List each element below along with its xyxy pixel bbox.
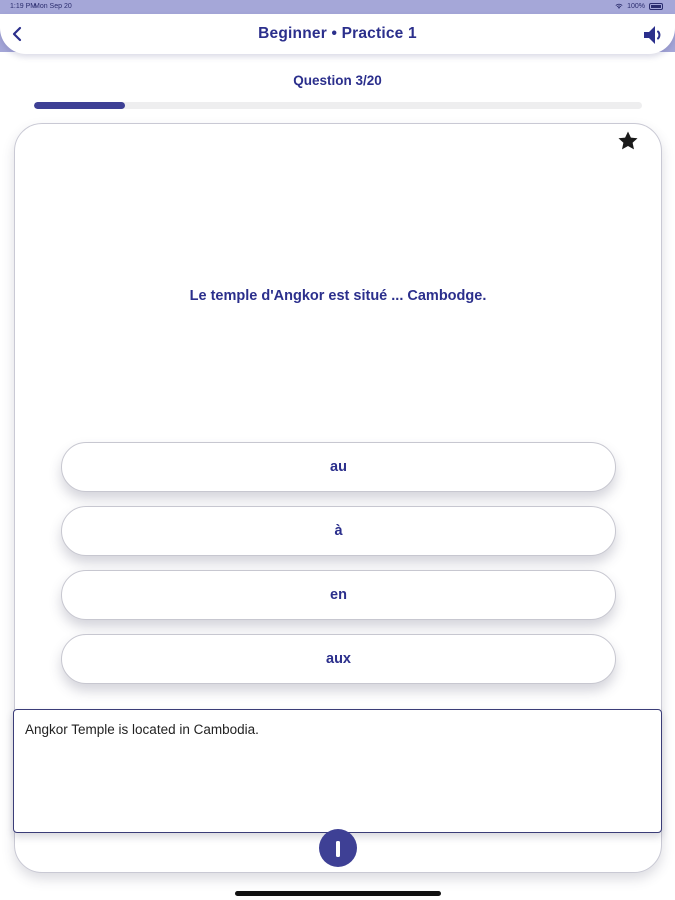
translation-text: Angkor Temple is located in Cambodia. [25, 722, 259, 737]
answer-option-2[interactable]: à [61, 506, 616, 556]
status-bar [0, 0, 675, 14]
sound-button[interactable] [641, 23, 665, 47]
favorite-button[interactable] [616, 129, 640, 153]
translation-panel [13, 709, 662, 833]
home-indicator [235, 891, 441, 896]
info-icon [319, 829, 357, 867]
question-counter: Question 3/20 [293, 73, 382, 88]
page-title: Beginner • Practice 1 [258, 25, 417, 42]
status-time: 1:19 PM [10, 3, 37, 10]
speaker-icon [641, 23, 665, 47]
status-date: Mon Sep 20 [34, 3, 72, 10]
star-icon [616, 129, 640, 153]
progress-fill [34, 102, 125, 109]
answer-option-1[interactable]: au [61, 442, 616, 492]
nav-bar [0, 14, 675, 54]
wifi-icon [615, 2, 623, 10]
battery-icon [649, 3, 663, 10]
battery-percent: 100% [627, 2, 645, 10]
info-button[interactable] [319, 829, 357, 867]
answer-option-4[interactable]: aux [61, 634, 616, 684]
answer-option-3[interactable]: en [61, 570, 616, 620]
progress-bar [34, 102, 642, 109]
question-text: Le temple d'Angkor est situé ... Cambodge. [189, 288, 487, 304]
status-right [615, 2, 663, 10]
